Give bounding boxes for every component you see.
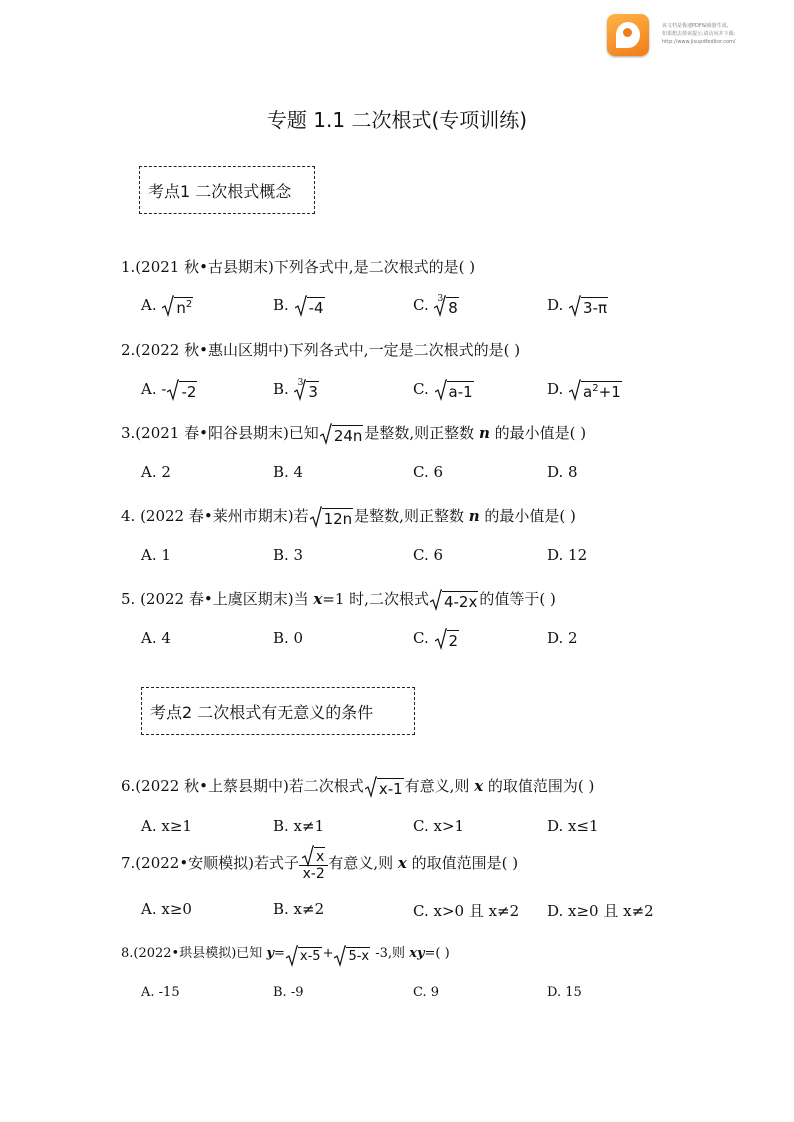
q6-option-d: D. x≤1 <box>547 817 599 835</box>
section-heading-2: 考点2 二次根式有无意义的条件 <box>141 687 415 735</box>
pdf-editor-logo-icon <box>607 14 649 56</box>
q7-option-a: A. x≥0 <box>141 900 192 918</box>
q5-option-d: D. 2 <box>547 629 578 647</box>
q1-option-a: A. $n^2$ <box>141 296 193 317</box>
q2-option-c: C. a-1 <box>413 380 473 401</box>
q2-option-d: D. $a^2+1$ <box>547 380 621 401</box>
q4-option-b: B. 3 <box>273 546 304 564</box>
q8-option-a: A. -15 <box>141 985 180 1000</box>
question-1: 1.(2021 秋•古县期末)下列各式中,是二次根式的是( ) <box>121 258 476 276</box>
question-5: 5. (2022 春•上虞区期末)当 x=1 时,二次根式 4-2x 的值等于( ) <box>121 590 556 611</box>
q4-option-a: A. 1 <box>141 546 171 564</box>
q6-option-b: B. x≠1 <box>273 817 325 835</box>
q1-option-c: C. $^3$ 8 <box>413 294 458 317</box>
q6-option-a: A. x≥1 <box>141 817 192 835</box>
q3-option-b: B. 4 <box>273 463 304 481</box>
q5-option-b: B. 0 <box>273 629 304 647</box>
q4-option-c: C. 6 <box>413 546 444 564</box>
question-8: 8.(2022•珙县模拟)已知 y= x-5 + 5-x -3,则 xy=( ) <box>121 946 450 964</box>
question-7: 7.(2022•安顺模拟)若式子 $\frac{x}{x-2}$ 有意义,则 x 的取值范围是( ) <box>121 846 518 882</box>
q7-option-c: C. x>0 且 x≠2 <box>413 902 520 920</box>
q4-option-d: D. 12 <box>547 546 588 564</box>
q3-option-c: C. 6 <box>413 463 444 481</box>
section-heading-1: 考点1 二次根式概念 <box>139 166 315 214</box>
q3-option-d: D. 8 <box>547 463 578 481</box>
q2-option-a: A. - -2 <box>141 380 197 401</box>
q3-option-a: A. 2 <box>141 463 171 481</box>
q7-option-b: B. x≠2 <box>273 900 325 918</box>
question-4: 4. (2022 春•莱州市期末)若 12n 是整数,则正整数 n 的最小值是( ) <box>121 507 576 528</box>
page-title: 专题 1.1 二次根式(专项训练) <box>266 108 528 132</box>
question-6: 6.(2022 秋•上蔡县期中)若二次根式 x-1 有意义,则 x 的取值范围为( ) <box>121 777 595 798</box>
watermark-note: 该文档是极速PDF编辑器生成, 如果想去掉该提示,请访问并下载: http://www.jisupdfeditor.com/ <box>662 23 736 45</box>
q5-option-c: C. 2 <box>413 629 459 650</box>
q8-option-c: C. 9 <box>413 985 440 1000</box>
q6-option-c: C. x>1 <box>413 817 465 835</box>
q5-option-a: A. 4 <box>141 629 171 647</box>
question-3: 3.(2021 春•阳谷县期末)已知 24n 是整数,则正整数 n 的最小值是( ) <box>121 424 587 445</box>
q8-option-d: D. 15 <box>547 985 582 1000</box>
question-2: 2.(2022 秋•惠山区期中)下列各式中,一定是二次根式的是( ) <box>121 341 521 359</box>
q1-option-b: B. -4 <box>273 296 324 317</box>
q2-option-b: B. $^3$ 3 <box>273 378 318 401</box>
q1-option-d: D. 3-π <box>547 296 608 317</box>
q8-option-b: B. -9 <box>273 985 304 1000</box>
q7-option-d: D. x≥0 且 x≠2 <box>547 902 654 920</box>
